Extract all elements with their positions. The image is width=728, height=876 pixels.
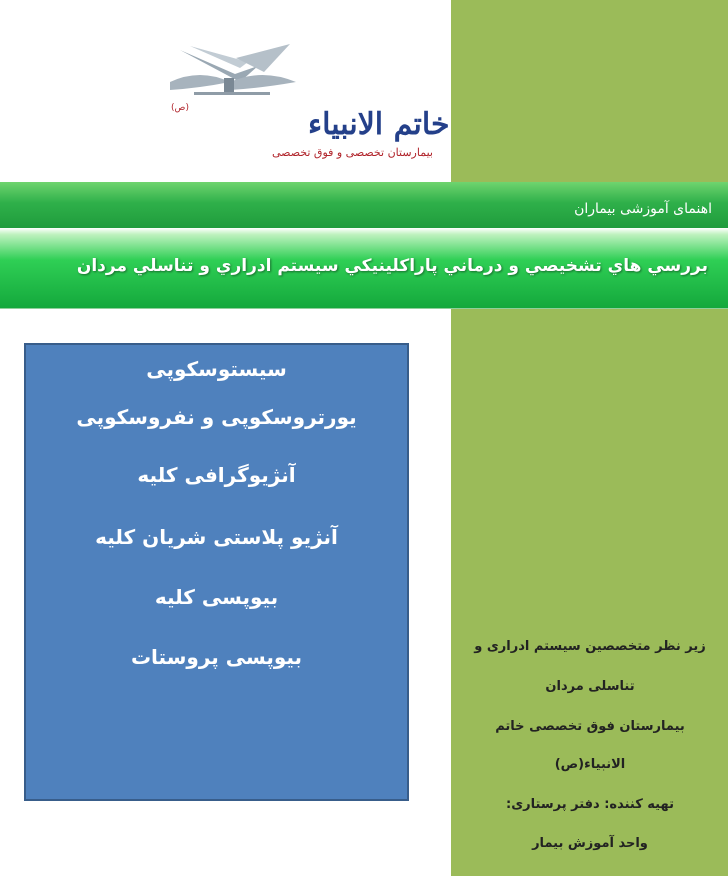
procedure-item: بیوپسی کلیه <box>154 585 279 609</box>
info-line: تناسلی مردان <box>545 679 635 694</box>
procedure-item: آنژیو پلاستی شریان کلیه <box>95 525 338 549</box>
procedure-item: بیوپسی پروستات <box>130 645 303 669</box>
banner-label: اهنمای آموزشی بیماران <box>574 201 712 217</box>
procedure-list-box <box>24 343 409 801</box>
logo-honorific: (ص) <box>171 103 189 113</box>
procedure-item: سیستوسکوپی <box>146 357 287 381</box>
info-line: تهیه کننده: دفتر پرستاری: <box>506 797 674 812</box>
procedure-item: یورتروسکوپی و نفروسکوپی <box>76 405 357 429</box>
info-line: زیر نظر متخصصین سیستم ادراری و <box>474 639 706 654</box>
procedure-item: آنژیوگرافی کلیه <box>137 463 296 487</box>
document-title: بررسي هاي تشخيصي و درماني پاراكلينيكي سيستم ادراري و تناسلي مردان <box>76 256 708 276</box>
side-panel <box>451 0 728 876</box>
info-line: بیمارستان فوق تخصصی خاتم <box>495 719 685 734</box>
info-line: واحد آموزش بیمار <box>532 836 648 851</box>
info-line: الانبیاء(ص) <box>554 757 626 772</box>
logo-subtitle: بیمارستان تخصصی و فوق تخصصی <box>272 146 433 159</box>
logo-name: خاتم الانبیاء <box>308 107 450 142</box>
hospital-logo <box>140 38 450 168</box>
